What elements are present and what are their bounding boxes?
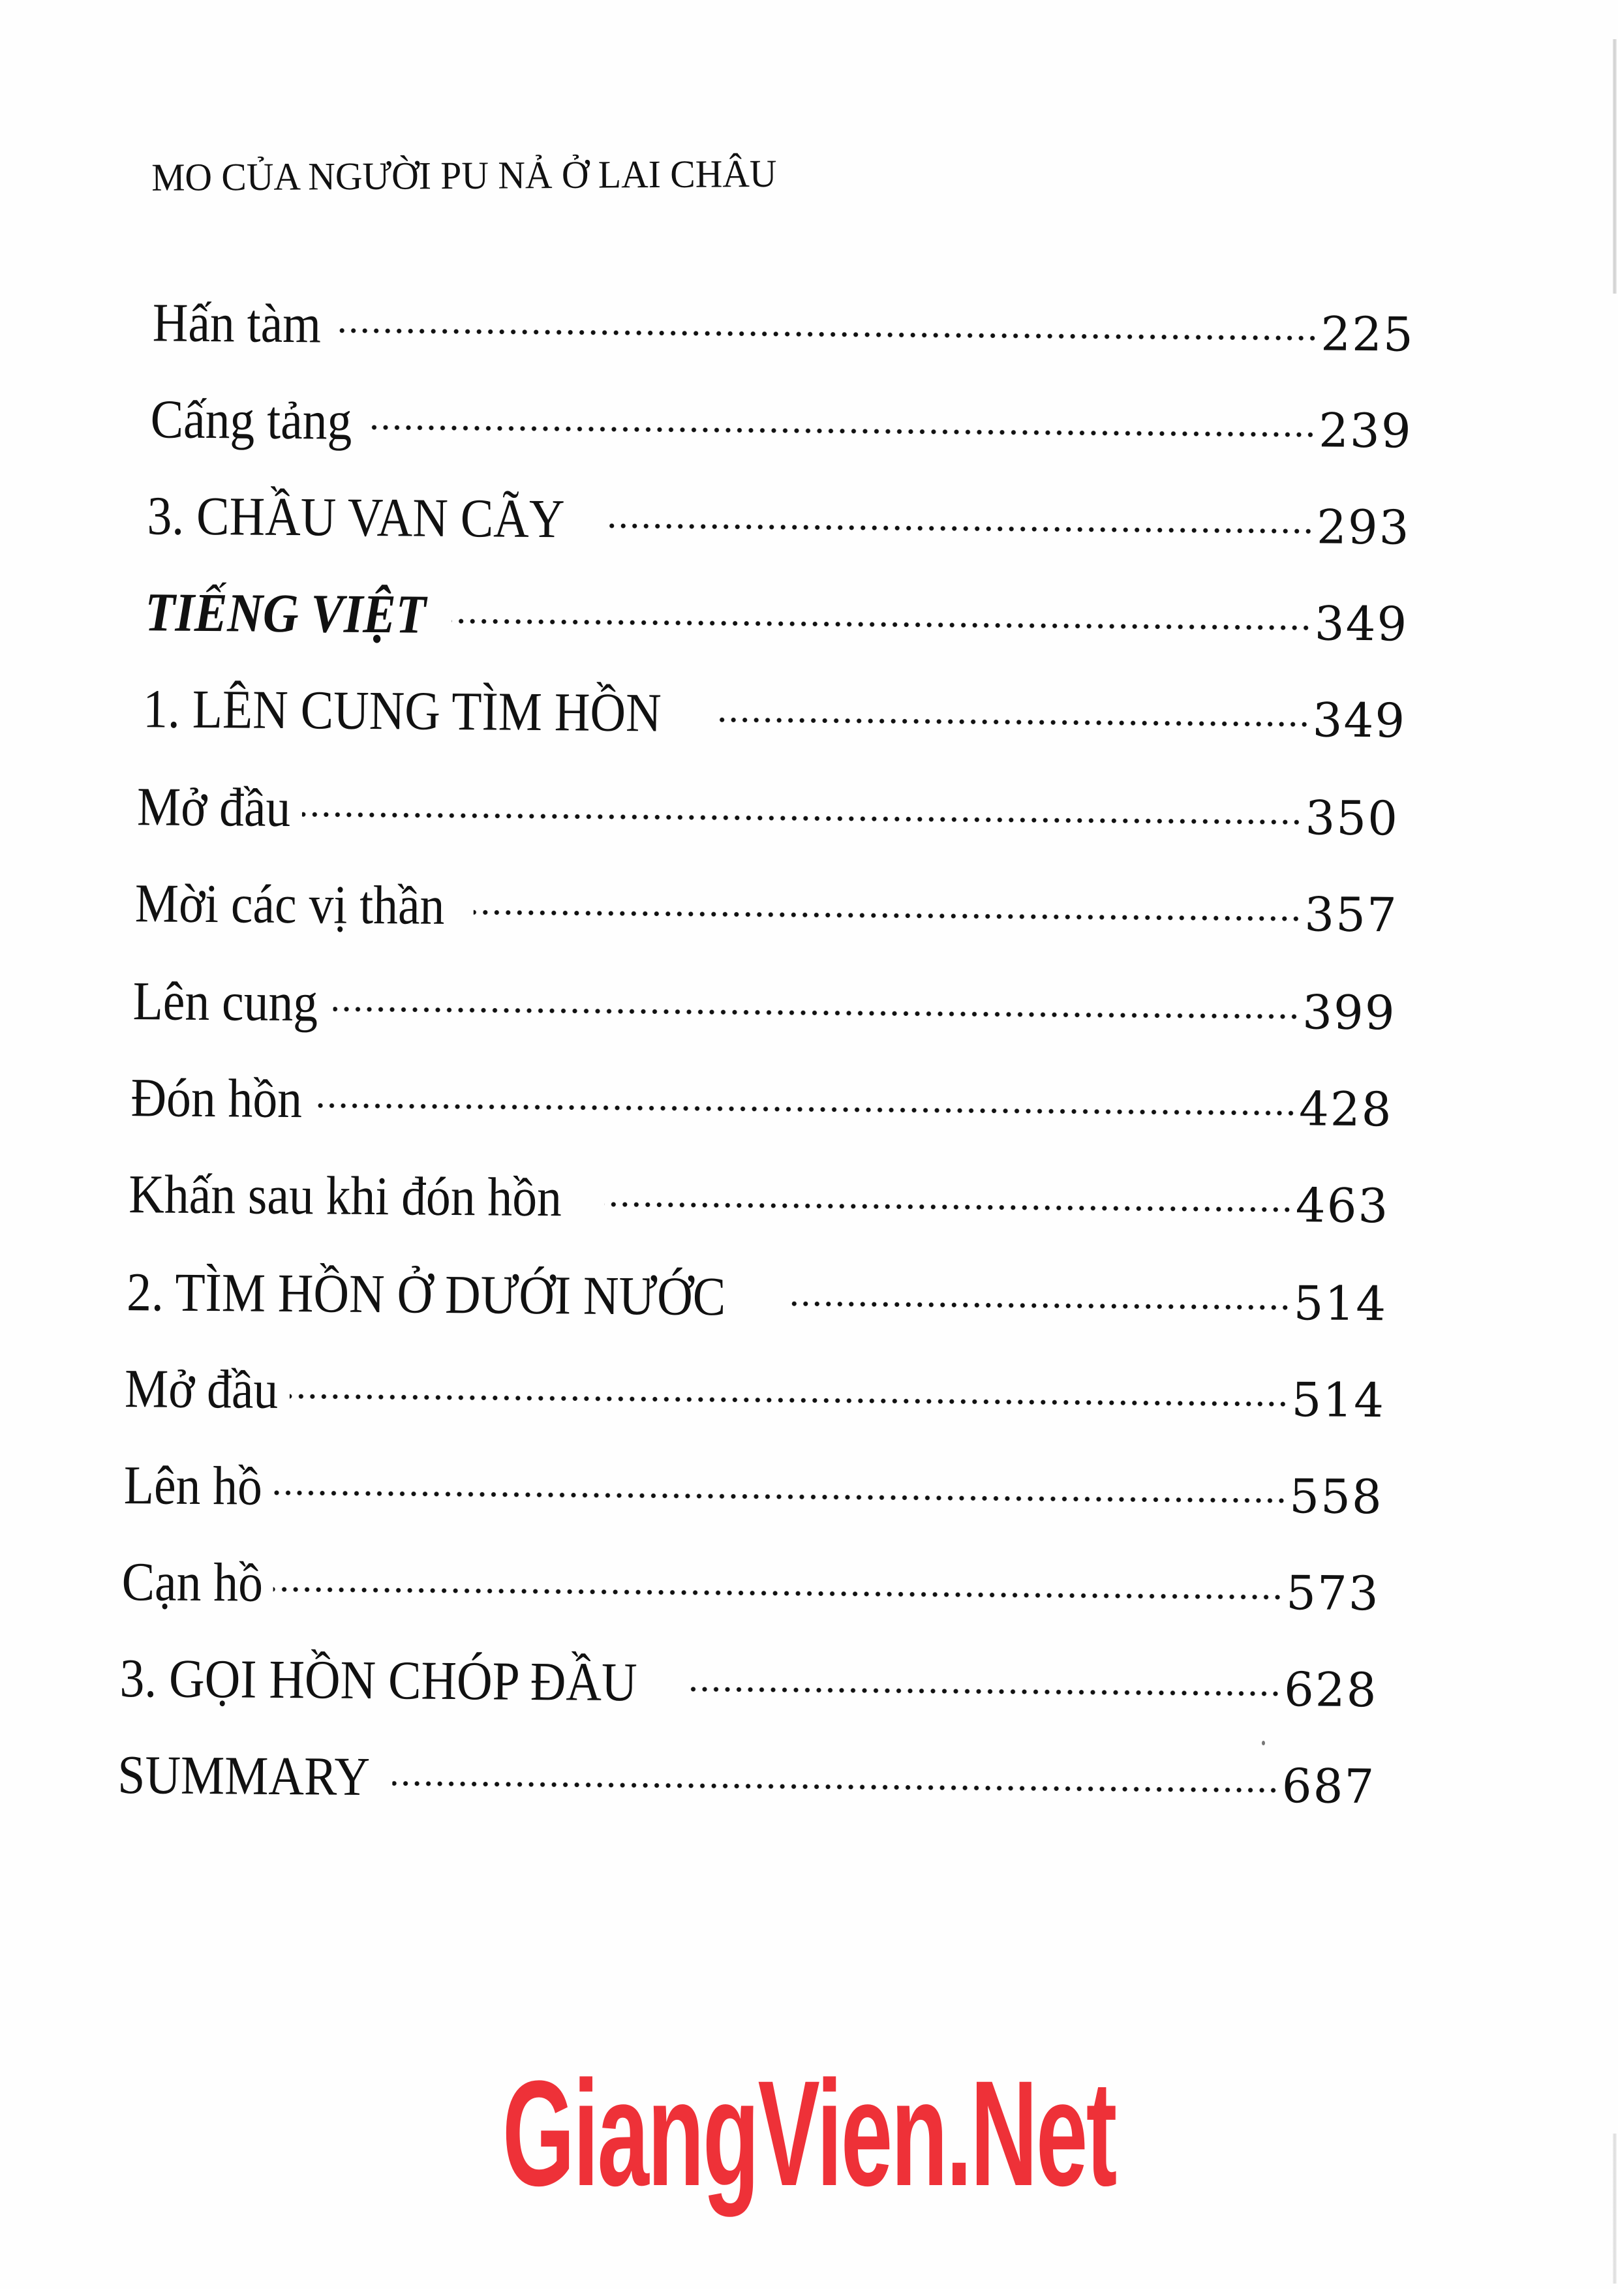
dot-leader	[448, 581, 1314, 639]
toc-entry-label: TIẾNG VIỆT	[145, 582, 427, 645]
toc-entry-page: 225	[1320, 306, 1415, 362]
toc-entry-page: 349	[1314, 596, 1409, 652]
toc-entry-page: 399	[1302, 985, 1396, 1041]
watermark-text: GiangVien.Net	[502, 2049, 1116, 2217]
toc-entry	[147, 482, 1411, 557]
toc-entry	[137, 773, 1399, 848]
dot-leader	[268, 1452, 1289, 1512]
dot-leader	[298, 774, 1304, 834]
toc-entry-page: 514	[1293, 1275, 1388, 1332]
toc-entry-label: 3. CHẦU VAN CÃY	[147, 485, 565, 550]
toc-entry-page: 687	[1281, 1758, 1376, 1814]
toc-entry-page: 239	[1318, 403, 1412, 459]
toc-entry-label: Lên cung	[132, 970, 318, 1033]
toc-entry-page: 349	[1312, 692, 1407, 748]
toc-entry	[127, 1258, 1388, 1333]
toc-entry-page: 558	[1289, 1468, 1384, 1525]
toc-entry-page: 628	[1283, 1661, 1378, 1717]
toc-entry	[130, 1064, 1393, 1139]
dot-leader	[600, 1164, 1294, 1221]
toc-entry-page: 357	[1304, 887, 1399, 943]
toc-entry-label: Cạn hồ	[121, 1551, 264, 1614]
dot-leader	[286, 1356, 1290, 1416]
dot-leader	[710, 679, 1311, 736]
scan-speck	[1262, 1741, 1265, 1745]
toc-entry	[152, 288, 1414, 363]
dot-leader	[329, 969, 1301, 1028]
toc-entry	[117, 1741, 1376, 1816]
toc-entry	[123, 1451, 1383, 1526]
toc-entry	[125, 1355, 1386, 1430]
toc-entry-page: 428	[1298, 1081, 1393, 1137]
toc-entry-label: Hấn tàm	[152, 292, 322, 355]
dot-leader	[365, 387, 1317, 446]
toc-entry-page: 293	[1316, 499, 1411, 555]
dot-leader	[686, 1649, 1283, 1706]
toc-entry-label: Cấng tảng	[150, 389, 352, 452]
toc-entry-label: Mời các vị thần	[134, 872, 445, 936]
toc-entry-page: 463	[1295, 1177, 1390, 1234]
toc-entry-label: Khấn sau khi đón hồn	[129, 1163, 562, 1229]
dot-leader	[331, 290, 1320, 350]
toc-entry	[135, 869, 1399, 944]
toc-entry	[145, 578, 1409, 653]
toc-entry	[132, 967, 1396, 1042]
dot-leader	[389, 1743, 1281, 1802]
toc-entry	[121, 1548, 1380, 1623]
toc-entry-label: 3. GỌI HỒN CHÓP ĐẦU	[119, 1647, 637, 1713]
dot-leader	[602, 485, 1315, 543]
toc-entry	[129, 1160, 1390, 1235]
dot-leader	[470, 872, 1304, 930]
watermark	[0, 2049, 1618, 2217]
toc-entry	[143, 675, 1407, 750]
toc-entry-label: 1. LÊN CUNG TÌM HỒN	[142, 679, 662, 744]
toc-entry-label: Mở đầu	[124, 1358, 279, 1420]
toc-entry	[119, 1644, 1378, 1719]
toc-entry-page: 350	[1305, 790, 1399, 846]
toc-entry-page: 514	[1291, 1371, 1386, 1428]
toc-entry-label: Lên hồ	[123, 1454, 263, 1517]
toc-entry-label: SUMMARY	[117, 1744, 371, 1807]
toc-entry-label: 2. TÌM HỒN Ở DƯỚI NƯỚC	[126, 1261, 726, 1328]
dot-leader	[269, 1549, 1285, 1609]
toc-entry-label: Mở đầu	[136, 776, 291, 838]
dot-leader	[312, 1065, 1298, 1125]
toc-entry	[150, 385, 1412, 460]
running-header: MO CỦA NGƯỜI PU NẢ Ở LAI CHÂU	[151, 151, 777, 199]
dot-leader	[783, 1263, 1292, 1319]
toc-entry-label: Đón hồn	[130, 1067, 303, 1130]
toc-entry-page: 573	[1285, 1565, 1380, 1621]
